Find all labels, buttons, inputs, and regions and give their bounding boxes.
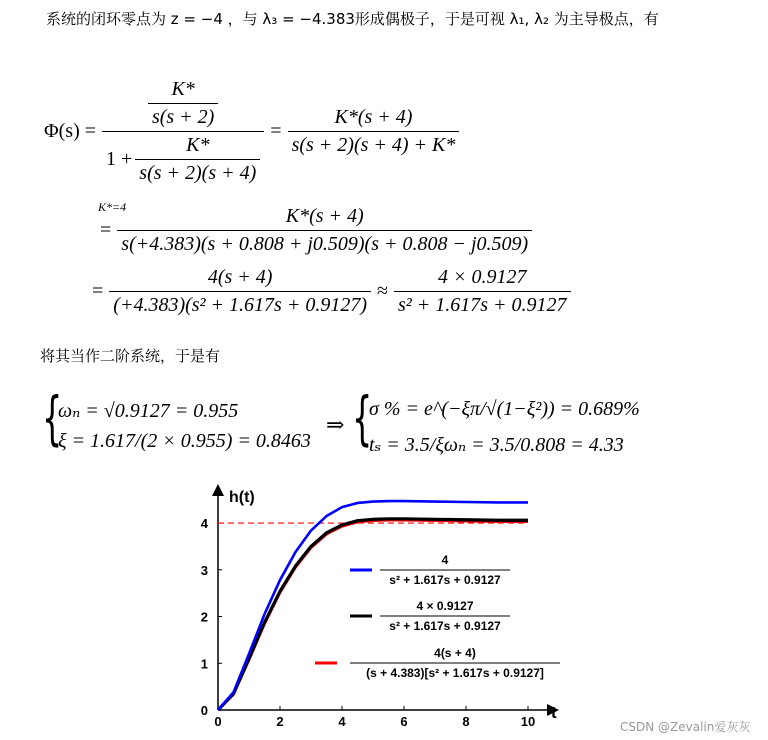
phi-den-prefix: 1 + bbox=[106, 148, 133, 170]
legend-num-1: 4 × 0.9127 bbox=[416, 599, 474, 613]
x-tick-label: 8 bbox=[462, 714, 470, 729]
phi-equation: Φ(s) = $\frac{K*}{s(s + 2)}$ 1 + $\frac{K*}{s(s + 2)(s + 4)}$ = $\frac{K*(s + 4)}{s(s + 2)(s + 4) + K*}$ bbox=[44, 78, 459, 185]
x-tick-label: 4 bbox=[338, 714, 346, 729]
phi-den-fraction bbox=[135, 134, 260, 185]
line3-den-a: (+4.383)(s² + 1.617s + 0.9127) bbox=[109, 291, 371, 317]
line2-num: K*(s + 4) bbox=[285, 205, 364, 227]
phi-inner-num: K* bbox=[171, 78, 195, 100]
k-condition: K*=4 bbox=[98, 200, 127, 214]
line2-den: s(+4.383)(s + 0.808 + j0.509)(s + 0.808 − j0.509) bbox=[117, 230, 532, 256]
implies-arrow: ⇒ bbox=[326, 412, 345, 437]
legend-num-2: 4(s + 4) bbox=[434, 646, 476, 660]
right-brace: { bbox=[352, 384, 373, 452]
xi-equation: ξ = 1.617/(2 × 0.955) = 0.8463 bbox=[58, 430, 311, 452]
phi-den-frac-num: K* bbox=[186, 134, 210, 156]
y-tick-label: 4 bbox=[200, 516, 208, 532]
y-tick-label: 2 bbox=[200, 609, 208, 625]
x-tick-label: 6 bbox=[400, 714, 408, 729]
overshoot-equation: σ % = e^(−ξπ/√(1−ξ²)) = 0.689% bbox=[369, 398, 640, 420]
y-tick-label: 3 bbox=[200, 562, 208, 578]
x-tick-label: 2 bbox=[276, 714, 284, 729]
legend-den-1: s² + 1.617s + 0.9127 bbox=[389, 619, 501, 633]
second-order-text: 将其当作二阶系统，于是有 bbox=[40, 347, 221, 365]
phi-lhs: Φ(s) = bbox=[44, 120, 97, 142]
phi-rhs-den: s(s + 2)(s + 4) + K* bbox=[288, 131, 460, 157]
phi-inner-den: s(s + 2) bbox=[148, 103, 218, 129]
x-axis-label: t bbox=[551, 703, 557, 722]
line2-fraction bbox=[117, 205, 532, 256]
x-tick-label: 10 bbox=[520, 714, 536, 729]
approx-sign: ≈ bbox=[376, 280, 388, 302]
omega-n-equation: ωₙ = √0.9127 = 0.955 bbox=[58, 400, 239, 422]
y-tick-label: 1 bbox=[200, 656, 208, 672]
legend-num-0: 4 bbox=[441, 553, 449, 567]
phi-rhs-num: K*(s + 4) bbox=[334, 106, 413, 128]
line3-fraction-a bbox=[109, 266, 371, 317]
legend-den-2: (s + 4.383)[s² + 1.617s + 0.9127] bbox=[366, 666, 544, 680]
line3-den-b: s² + 1.617s + 0.9127 bbox=[394, 291, 571, 317]
legend-den-0: s² + 1.617s + 0.9127 bbox=[389, 573, 501, 587]
y-tick-label: 0 bbox=[200, 703, 208, 718]
phi-main-fraction bbox=[102, 78, 264, 185]
intro-text: 系统的闭环零点为 z = −4 ，与 λ₃ = −4.383形成偶极子，于是可视 λ₁, λ₂ 为主导极点，有 bbox=[46, 10, 659, 28]
watermark: CSDN @Zevalin爱灰灰 bbox=[620, 720, 751, 734]
equation-line-2: = $\frac{K*(s + 4)}{s(+4.383)(s + 0.808 + j0.509)(s + 0.808 - j0.509)}$ bbox=[100, 205, 532, 256]
equation-line-3: = $\frac{4(s + 4)}{\text{(+4.383)(s² + 1.617s + 0.9127)}}$ ≈ $\frac{4 \times 0.9127}{\text{s² + 1.617s + 0.9127}}$ bbox=[92, 266, 571, 317]
left-brace: { bbox=[42, 384, 63, 452]
settling-time-equation: tₛ = 3.5/ξωₙ = 3.5/0.808 = 4.33 bbox=[369, 434, 624, 456]
phi-rhs-fraction bbox=[288, 106, 460, 157]
step-response-chart bbox=[185, 478, 580, 740]
phi-inner-fraction bbox=[148, 78, 218, 129]
line3-num-a: 4(s + 4) bbox=[207, 266, 273, 288]
line3-num-b: 4 × 0.9127 bbox=[438, 266, 527, 288]
phi-den-frac-den: s(s + 2)(s + 4) bbox=[135, 159, 260, 185]
line3-fraction-b bbox=[394, 266, 571, 317]
x-tick-label: 0 bbox=[214, 714, 222, 729]
y-axis-label: h(t) bbox=[229, 489, 255, 506]
